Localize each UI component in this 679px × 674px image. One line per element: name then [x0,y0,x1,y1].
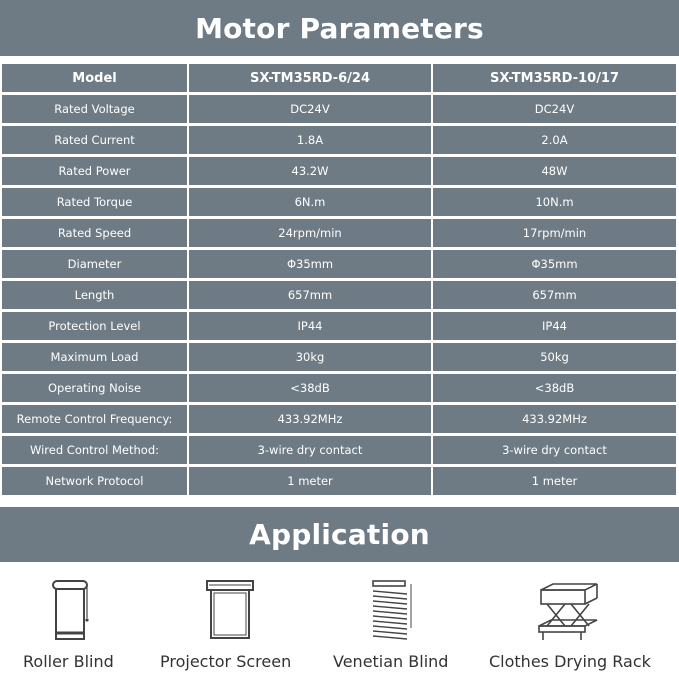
row-label: Remote Control Frequency: [2,405,187,433]
table-row [0,95,679,123]
row-value-model-a: <38dB [189,374,431,402]
header-model-a: SX-TM35RD-6/24 [189,64,431,92]
row-value-model-a: 433.92MHz [189,405,431,433]
table-row [0,157,679,185]
row-label: Rated Power [2,157,187,185]
projector-screen-icon [205,578,255,644]
row-label: Rated Voltage [2,95,187,123]
row-label: Maximum Load [2,343,187,371]
table-row [0,126,679,154]
row-value-model-b: 50kg [433,343,676,371]
row-value-model-a: 30kg [189,343,431,371]
row-label: Protection Level [2,312,187,340]
row-label: Operating Noise [2,374,187,402]
row-value-model-b: Φ35mm [433,250,676,278]
application-banner [0,507,679,562]
row-label: Length [2,281,187,309]
table-row [0,467,679,495]
application-list [0,562,679,674]
row-label: Rated Torque [2,188,187,216]
app-label-clothes-drying-rack: Clothes Drying Rack [489,652,651,671]
table-row [0,436,679,464]
row-value-model-a: Φ35mm [189,250,431,278]
row-value-model-b: 3-wire dry contact [433,436,676,464]
row-value-model-a: IP44 [189,312,431,340]
venetian-blind-icon [369,578,417,644]
row-value-model-a: 657mm [189,281,431,309]
row-value-model-b: 1 meter [433,467,676,495]
row-label: Diameter [2,250,187,278]
row-value-model-b: 2.0A [433,126,676,154]
row-value-model-b: 48W [433,157,676,185]
row-value-model-b: <38dB [433,374,676,402]
row-value-model-a: 3-wire dry contact [189,436,431,464]
table-row [0,219,679,247]
table-row [0,374,679,402]
row-label: Wired Control Method: [2,436,187,464]
motor-parameters-banner [0,0,679,56]
table-row [0,343,679,371]
table-row [0,188,679,216]
app-venetian-blind [325,562,465,674]
row-value-model-a: DC24V [189,95,431,123]
roller-blind-icon [50,578,90,644]
table-row [0,281,679,309]
page-title: Motor Parameters [195,11,484,45]
app-label-roller-blind: Roller Blind [23,652,114,671]
row-value-model-a: 1 meter [189,467,431,495]
application-title: Application [249,518,430,551]
header-model-b: SX-TM35RD-10/17 [433,64,676,92]
table-row [0,312,679,340]
row-value-model-b: 657mm [433,281,676,309]
app-label-projector-screen: Projector Screen [160,652,292,671]
row-value-model-a: 6N.m [189,188,431,216]
row-value-model-a: 43.2W [189,157,431,185]
row-label: Rated Speed [2,219,187,247]
table-row [0,405,679,433]
row-value-model-b: 433.92MHz [433,405,676,433]
row-value-model-b: 17rpm/min [433,219,676,247]
app-roller-blind [0,562,140,674]
row-label: Network Protocol [2,467,187,495]
row-value-model-b: 10N.m [433,188,676,216]
clothes-drying-rack-icon [535,582,603,644]
row-value-model-b: DC24V [433,95,676,123]
row-value-model-a: 24rpm/min [189,219,431,247]
table-header-row [0,64,679,92]
parameters-table [0,62,679,498]
table-row [0,250,679,278]
app-clothes-drying-rack [480,562,679,674]
app-label-venetian-blind: Venetian Blind [333,652,449,671]
row-value-model-b: IP44 [433,312,676,340]
row-value-model-a: 1.8A [189,126,431,154]
row-label: Rated Current [2,126,187,154]
app-projector-screen [150,562,310,674]
header-model: Model [2,64,187,92]
